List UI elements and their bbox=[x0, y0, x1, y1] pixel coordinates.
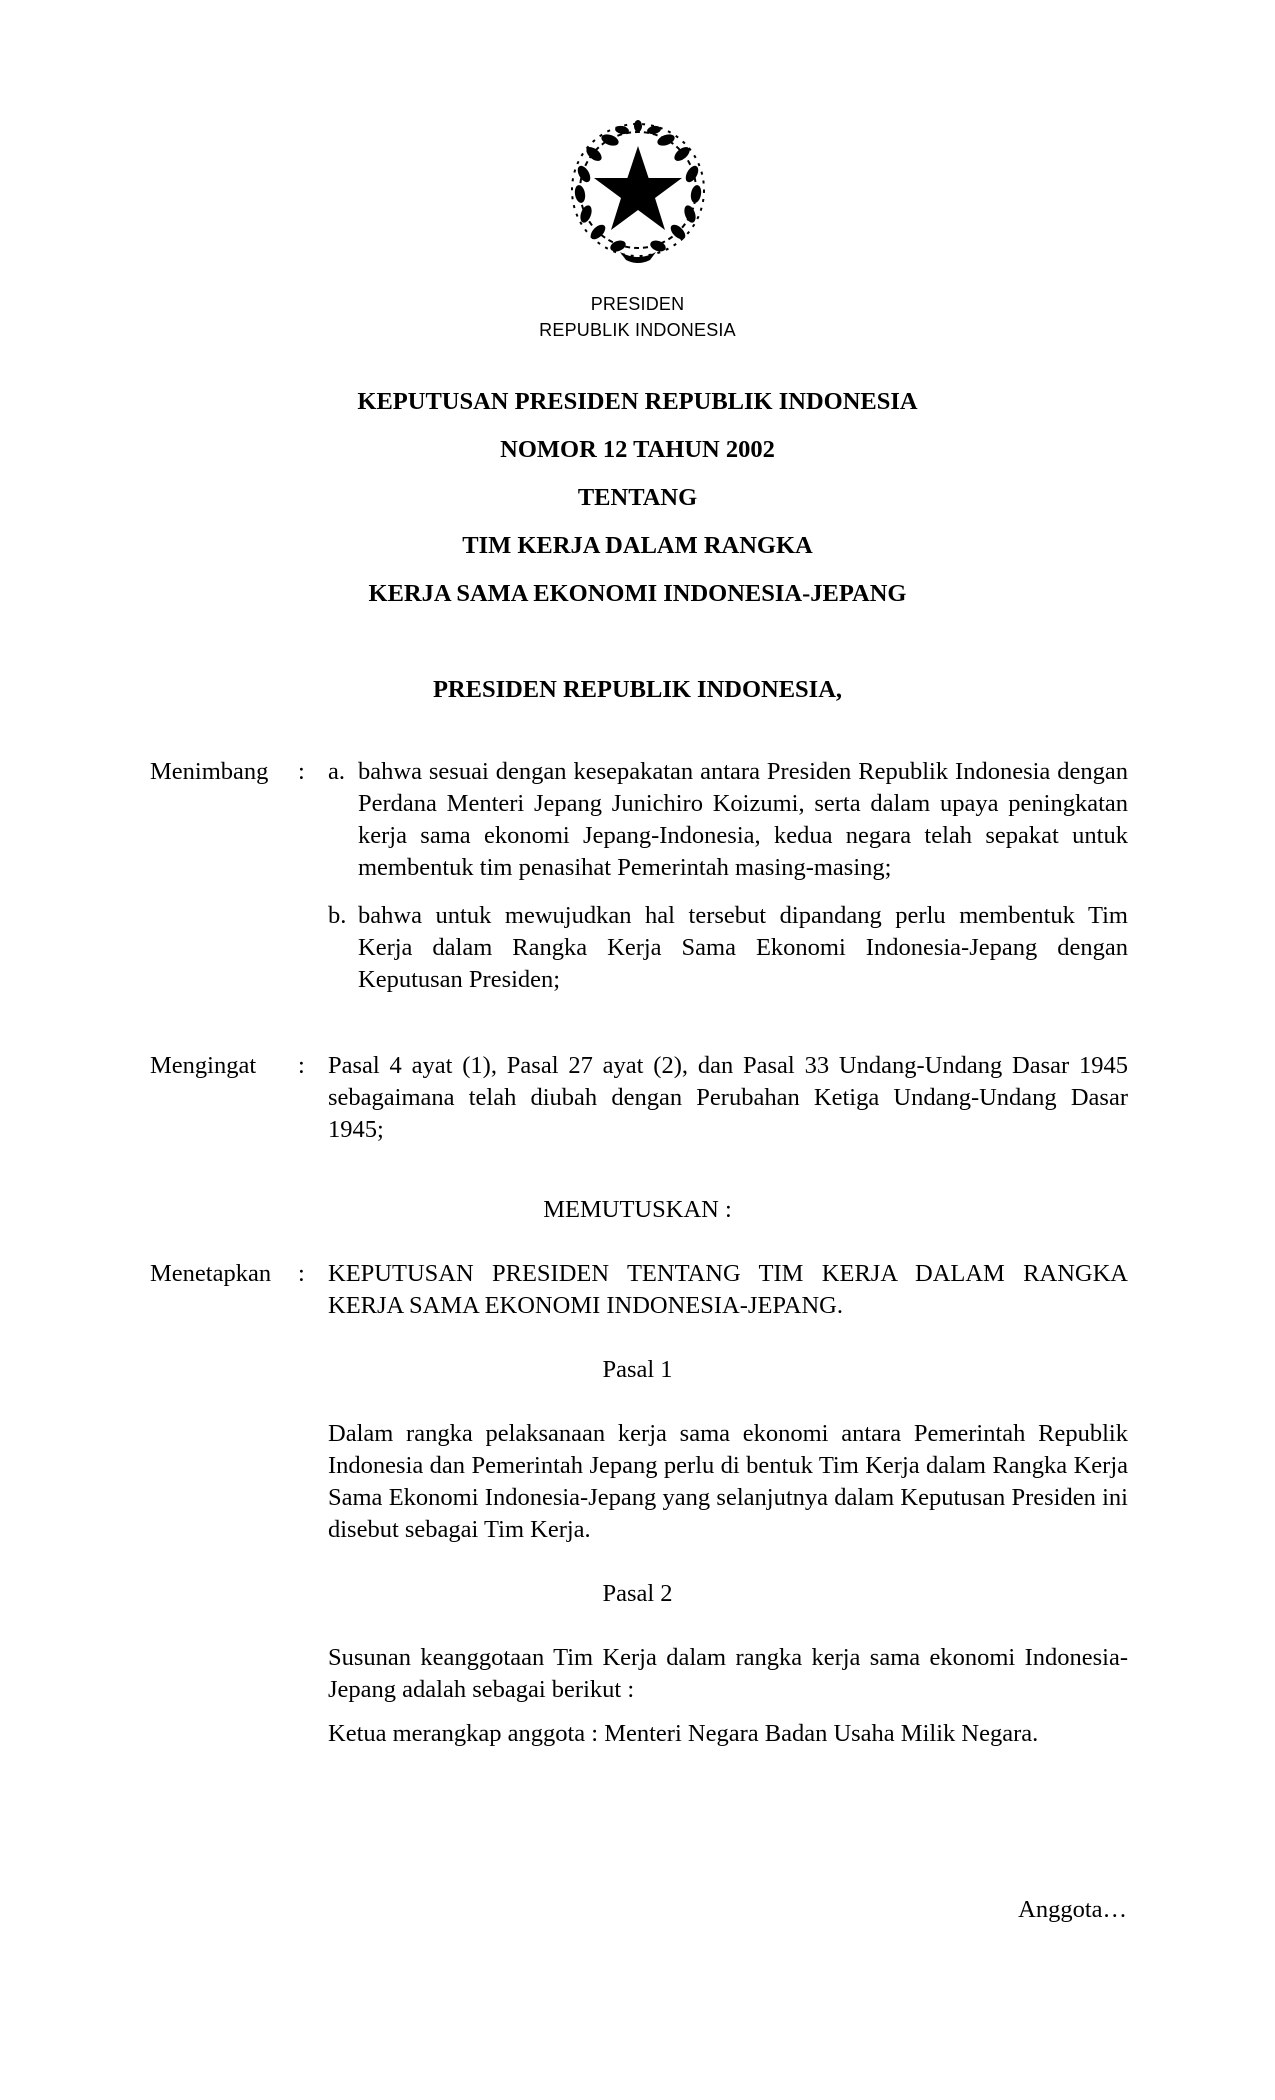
item-mark: a. bbox=[328, 758, 345, 785]
pasal-1-text: Dalam rangka pelaksanaan kerja sama ekonomi antara Pemerintah Republik Indonesia dan Pemerintah Jepang perlu di bentuk Tim Kerja dalam Rangka Kerja Sama Ekonomi Indonesia-Jepang yang selanjutnya dalam Keputusan Presiden ini disebut sebagai Tim Kerja. bbox=[328, 1420, 1128, 1543]
item-text: bahwa untuk mewujudkan hal tersebut dipandang perlu membentuk Tim Kerja dalam Rangka Kerja Sama Ekonomi Indonesia-Jepang dengan Keputusan Presiden; bbox=[358, 902, 1128, 993]
issuer-line: PRESIDEN REPUBLIK INDONESIA, bbox=[432, 676, 843, 703]
mengingat-colon: : bbox=[298, 1052, 305, 1079]
menimbang-item-b bbox=[328, 900, 1128, 996]
menimbang-colon: : bbox=[298, 758, 305, 785]
garuda-star-wreath-emblem-icon bbox=[558, 112, 718, 272]
pasal-2-ketua: Ketua merangkap anggota : Menteri Negara Badan Usaha Milik Negara. bbox=[328, 1720, 1039, 1747]
menimbang-label: Menimbang bbox=[150, 758, 269, 785]
decree-title: KEPUTUSAN PRESIDEN REPUBLIK INDONESIA bbox=[357, 388, 918, 415]
pasal-1-heading: Pasal 1 bbox=[602, 1356, 673, 1383]
decree-subject-line1: TIM KERJA DALAM RANGKA bbox=[462, 532, 813, 559]
menetapkan-text: KEPUTUSAN PRESIDEN TENTANG TIM KERJA DALAM RANGKA KERJA SAMA EKONOMI INDONESIA-JEPANG. bbox=[328, 1260, 1128, 1319]
menimbang-item-a bbox=[328, 756, 1128, 884]
decree-number: NOMOR 12 TAHUN 2002 bbox=[500, 436, 775, 463]
menetapkan-label: Menetapkan bbox=[150, 1260, 272, 1287]
memutuskan-heading: MEMUTUSKAN : bbox=[543, 1196, 732, 1223]
header-republik-indonesia: REPUBLIK INDONESIA bbox=[539, 320, 736, 340]
pasal-2-text: Susunan keanggotaan Tim Kerja dalam rangka kerja sama ekonomi Indonesia-Jepang adalah sebagai berikut : bbox=[328, 1644, 1128, 1703]
pasal-2-heading: Pasal 2 bbox=[602, 1580, 673, 1607]
item-mark: b. bbox=[328, 902, 347, 929]
mengingat-label: Mengingat bbox=[150, 1052, 257, 1079]
decree-about: TENTANG bbox=[577, 484, 698, 511]
header-presiden: PRESIDEN bbox=[590, 294, 685, 314]
page-continuation: Anggota… bbox=[1018, 1896, 1127, 1923]
item-text: bahwa sesuai dengan kesepakatan antara Presiden Republik Indonesia dengan Perdana Menteri Jepang Junichiro Koizumi, serta dalam upaya peningkatan kerja sama ekonomi Jepang-Indonesia, kedua negara telah sepakat untuk membentuk tim penasihat Pemerintah masing-masing; bbox=[358, 758, 1128, 881]
menetapkan-colon: : bbox=[298, 1260, 305, 1287]
decree-subject-line2: KERJA SAMA EKONOMI INDONESIA-JEPANG bbox=[368, 580, 907, 607]
mengingat-text: Pasal 4 ayat (1), Pasal 27 ayat (2), dan Pasal 33 Undang-Undang Dasar 1945 sebagaimana telah diubah dengan Perubahan Ketiga Undang-Undang Dasar 1945; bbox=[328, 1052, 1128, 1143]
